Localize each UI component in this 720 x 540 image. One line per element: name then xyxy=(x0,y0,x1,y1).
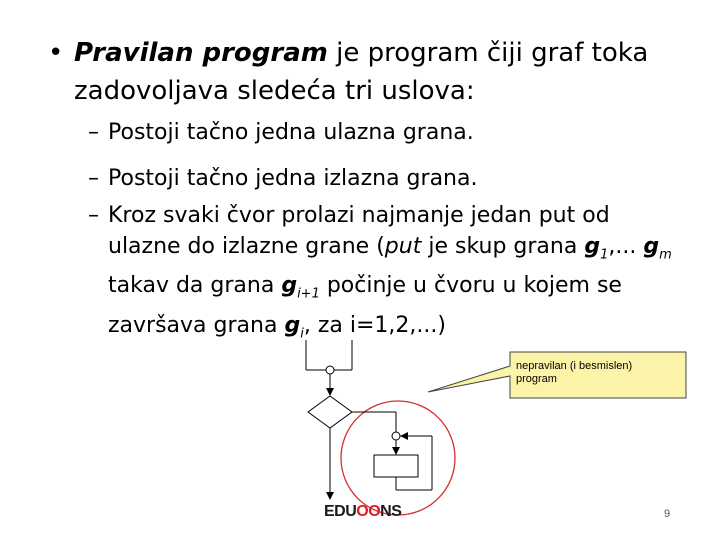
term-pravilan-program: Pravilan program xyxy=(74,38,328,68)
dash: – xyxy=(88,203,99,228)
dash: – xyxy=(88,166,99,191)
graph-node xyxy=(392,432,400,440)
process-box xyxy=(374,455,418,477)
condition-2-text: Postoji tačno jedna izlazna grana. xyxy=(108,166,478,191)
condition-1-text: Postoji tačno jedna ulazna grana. xyxy=(108,120,474,145)
main-bullet-rest: je program čiji graf toka zadovoljava sledeća tri uslova: xyxy=(74,38,649,106)
graph-node xyxy=(326,366,334,374)
condition-3-text: Kroz svaki čvor prolazi najmanje jedan put od ulazne do izlazne grane (put je skup grana $g_1$,... $g_m$ takav da grana $g_{i+1}$ počinje u čvoru u kojem se završava grana $g_i$, za i=1,2,...) xyxy=(108,203,672,342)
educons-logo: EDUOONS xyxy=(324,503,402,520)
page-number: 9 xyxy=(664,508,671,520)
callout-text: nepravilan (i besmislen) program xyxy=(516,360,633,385)
bullet-symbol: • xyxy=(48,38,64,68)
decision-node xyxy=(308,396,352,428)
dash: – xyxy=(88,120,99,145)
